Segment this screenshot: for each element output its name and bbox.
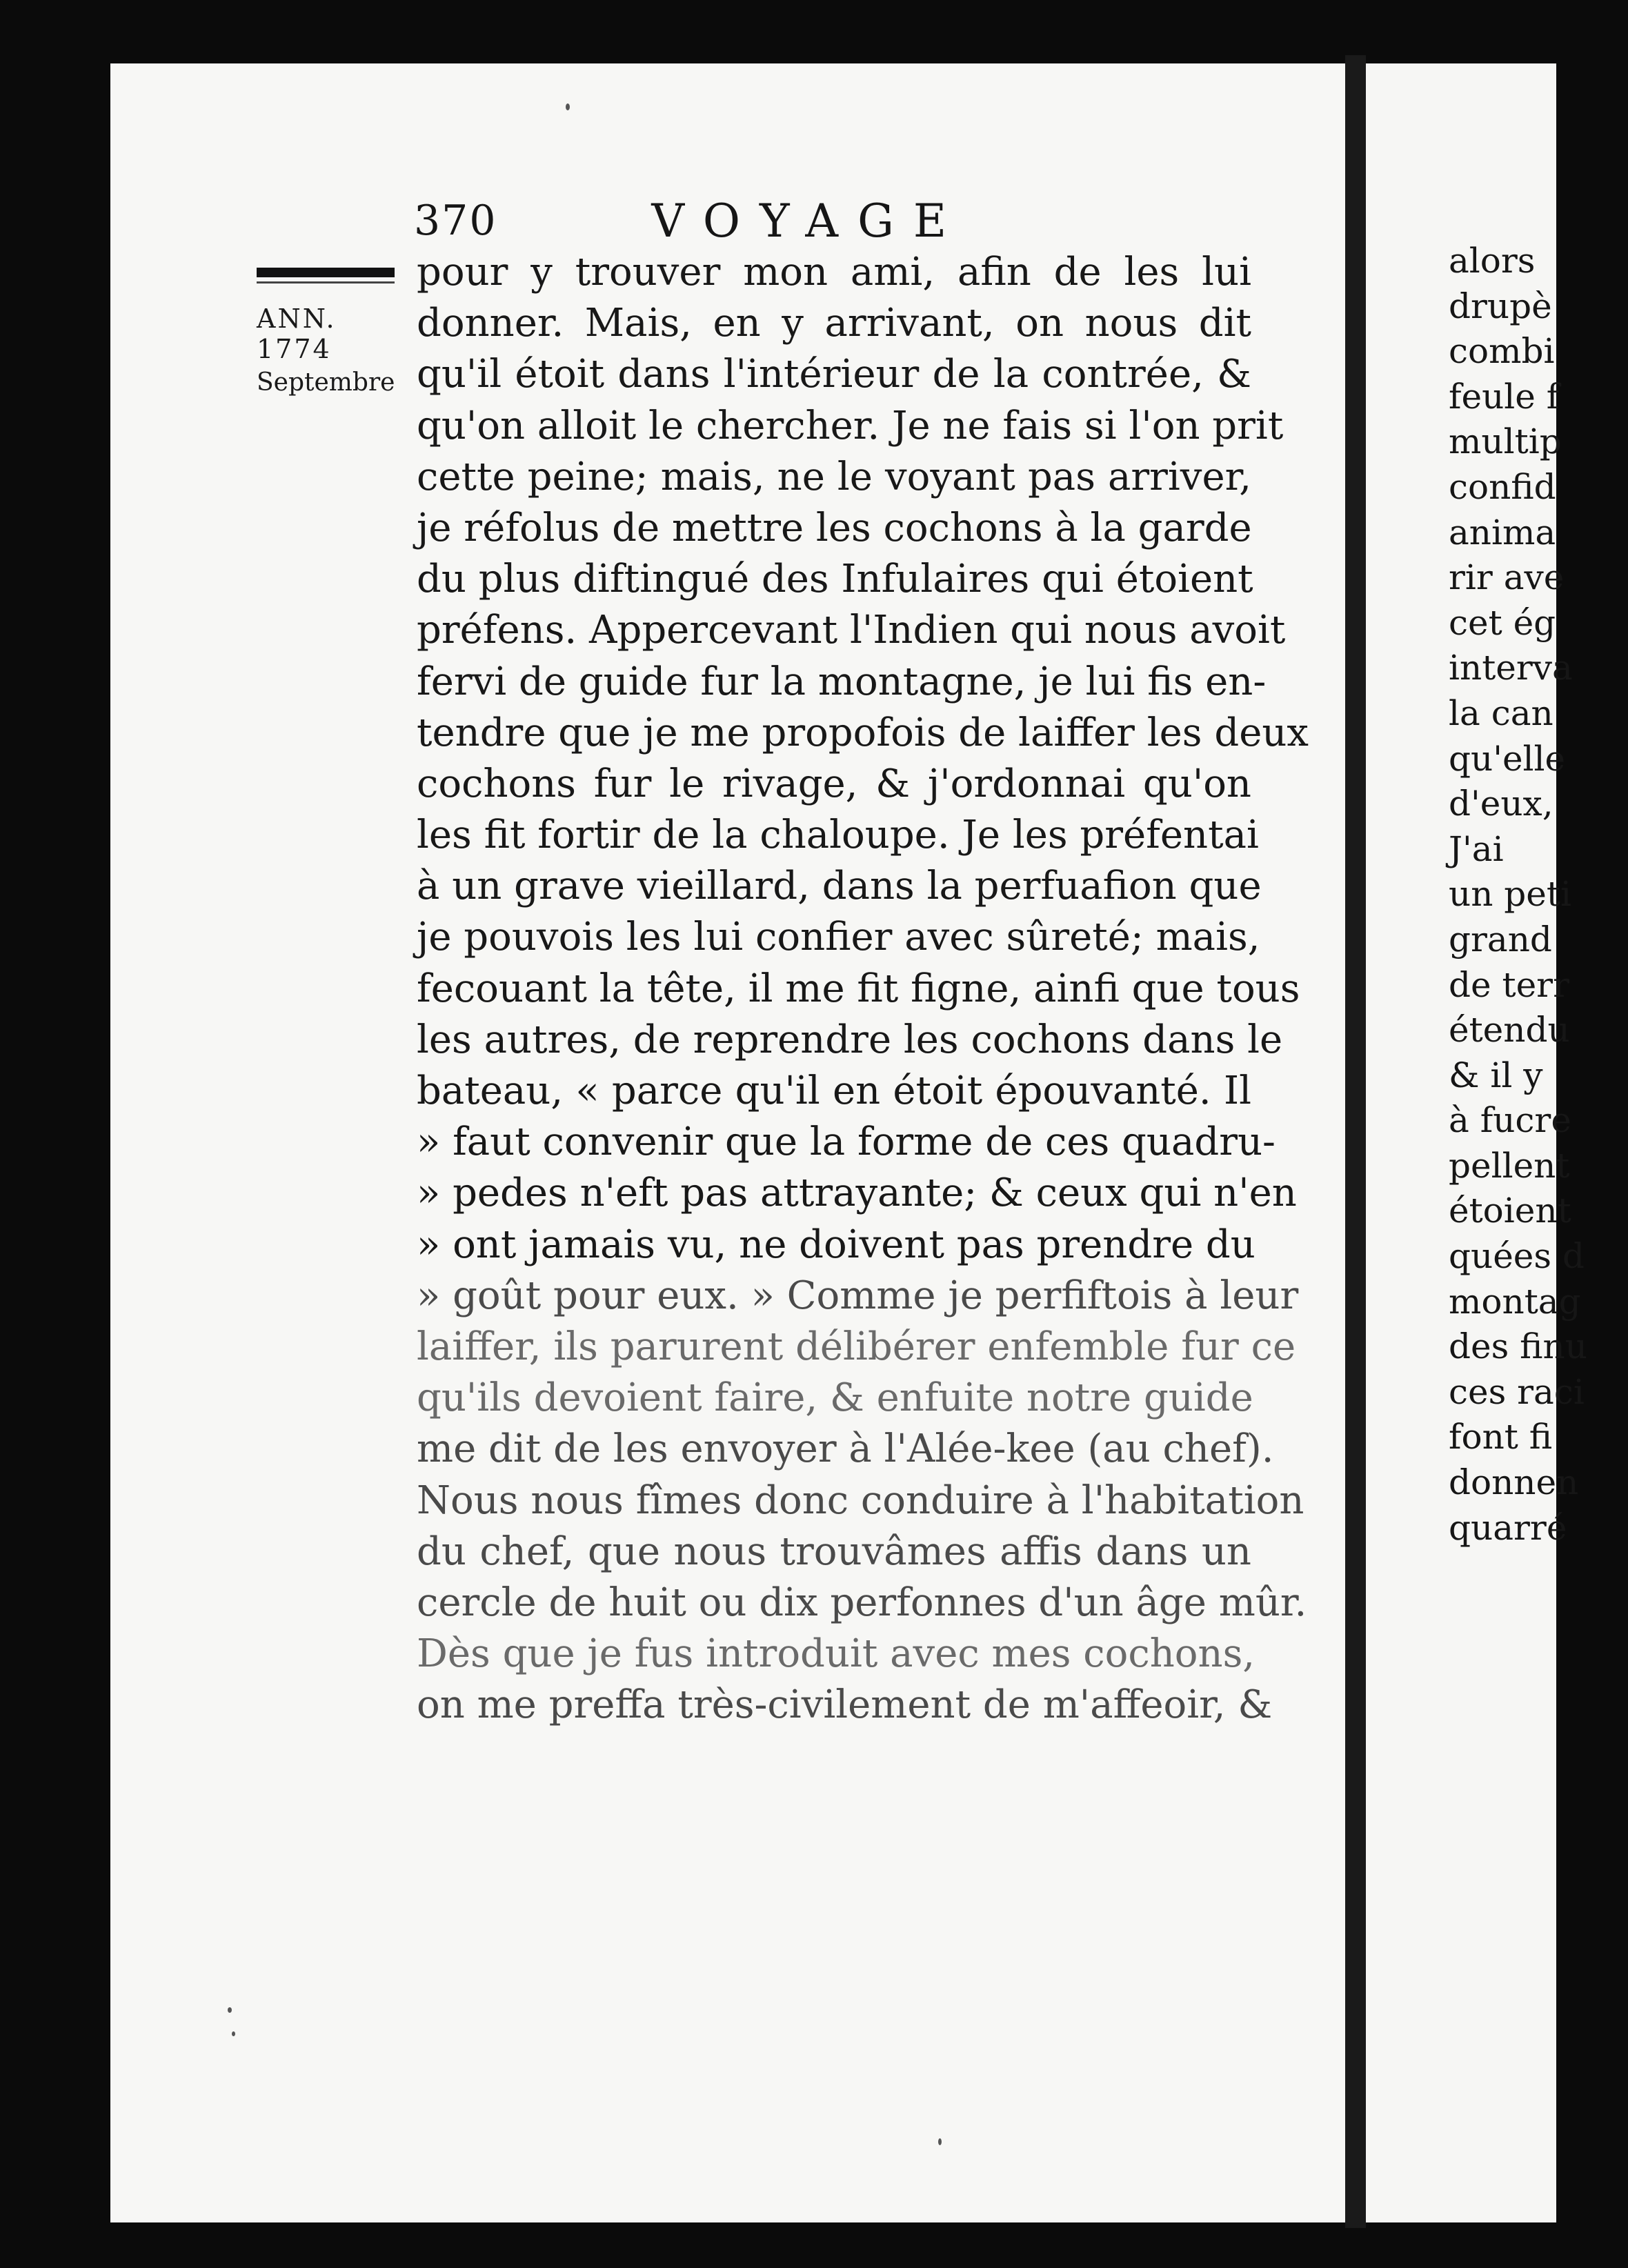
right-text-line: J'ai (1449, 828, 1504, 869)
right-text-line: & il y (1449, 1055, 1543, 1095)
right-text-line: la can (1449, 693, 1553, 733)
text-line: du chef, que nous trouvâmes affis dans un (417, 1529, 1251, 1574)
text-line: cochons fur le rivage, & j'ordonnai qu'on (417, 761, 1251, 806)
text-line: » goût pour eux. » Comme je perfiftois à leur (417, 1273, 1299, 1318)
right-text-line: ces raci (1449, 1371, 1585, 1412)
right-text-line: quées d (1449, 1236, 1585, 1277)
text-line: du plus diftingué des Infulaires qui étoient (417, 557, 1253, 602)
text-line: les autres, de reprendre les cochons dans le (417, 1017, 1283, 1062)
text-line: tendre que je me propofois de laiffer les deux (417, 710, 1309, 755)
text-line: me dit de les envoyer à l'Alée-kee (au chef). (417, 1426, 1274, 1472)
right-text-line: un peti (1449, 874, 1571, 915)
right-text-line: montag (1449, 1281, 1581, 1322)
text-line: je réfolus de mettre les cochons à la garde (417, 505, 1252, 550)
right-text-line: étendu (1449, 1010, 1570, 1051)
text-line: » pedes n'eft pas attrayante; & ceux qui n'en (417, 1171, 1297, 1216)
right-text-line: donnen (1449, 1462, 1579, 1503)
scan-speck (938, 2138, 942, 2145)
right-text-line: combi (1449, 331, 1555, 372)
text-line: qu'il étoit dans l'intérieur de la contrée, & (417, 352, 1251, 397)
right-text-line: d'eux, (1449, 784, 1553, 824)
text-line: à un grave vieillard, dans la perfuafion que (417, 864, 1262, 909)
text-line: je pouvois les lui confier avec sûreté; mais, (417, 915, 1260, 960)
text-line: cette peine; mais, ne le voyant pas arriver, (417, 454, 1251, 499)
margin-note-year: ANN. 1774 (257, 304, 337, 364)
margin-rule (257, 268, 395, 277)
right-page-text (1449, 239, 1628, 1551)
text-line: qu'ils devoient faire, & enfuite notre guide (417, 1375, 1253, 1421)
text-line: donner. Mais, en y arrivant, on nous dit (417, 301, 1251, 346)
text-line: qu'on alloit le chercher. Je ne fais si l'on prit (417, 403, 1284, 448)
margin-note (257, 304, 401, 397)
right-text-line: feule f (1449, 376, 1560, 417)
scan-speck (566, 103, 570, 110)
right-text-line: à fucre (1449, 1100, 1571, 1141)
right-text-line: de terr (1449, 964, 1569, 1005)
text-line: Nous nous fîmes donc conduire à l'habitation (417, 1478, 1304, 1523)
main-text-block (417, 247, 1309, 1731)
running-head-title: VOYAGE (651, 194, 966, 248)
text-line: préfens. Appercevant l'Indien qui nous avoit (417, 608, 1286, 653)
page-number: 370 (414, 197, 497, 245)
right-text-line: alors (1449, 241, 1536, 281)
text-line: laiffer, ils parurent délibérer enfemble fur ce (417, 1324, 1296, 1369)
text-line: fecouant la tête, il me fit figne, ainfi que tous (417, 966, 1300, 1011)
right-text-line: quarré (1449, 1507, 1567, 1548)
text-line: » ont jamais vu, ne doivent pas prendre du (417, 1222, 1255, 1267)
right-text-line: des finu (1449, 1326, 1587, 1367)
text-line: bateau, « parce qu'il en étoit épouvanté. Il (417, 1068, 1251, 1113)
right-text-line: pellent (1449, 1145, 1570, 1186)
text-line: cercle de huit ou dix perfonnes d'un âge mûr. (417, 1580, 1307, 1625)
scan-speck (228, 2007, 232, 2013)
text-line: Dès que je fus introduit avec mes cochons, (417, 1631, 1255, 1677)
right-text-line: font fi (1449, 1417, 1553, 1458)
scan-speck (232, 2031, 235, 2036)
right-text-line: qu'elle (1449, 738, 1566, 779)
text-line: pour y trouver mon ami, afin de les lui (417, 250, 1251, 295)
right-text-line: rir ave (1449, 557, 1565, 598)
text-line: » faut convenir que la forme de ces quadru- (417, 1120, 1275, 1165)
book-gutter (1345, 55, 1366, 2228)
right-text-line: interva (1449, 648, 1573, 688)
right-text-line: grand (1449, 919, 1552, 959)
running-head (414, 190, 980, 252)
text-line: on me preffa très-civilement de m'affeoir, & (417, 1682, 1273, 1728)
right-text-line: étoient (1449, 1191, 1571, 1231)
text-line: les fit fortir de la chaloupe. Je les préfentai (417, 813, 1259, 858)
right-text-line: drupè (1449, 286, 1552, 326)
margin-rule-thin (257, 281, 395, 284)
right-text-line: multip (1449, 421, 1562, 462)
right-text-line: anima (1449, 512, 1556, 553)
text-line: fervi de guide fur la montagne, je lui fis en- (417, 659, 1267, 704)
right-text-line: confid (1449, 466, 1556, 507)
margin-note-month: Septembre (257, 368, 395, 397)
right-text-line: cet ég (1449, 602, 1556, 643)
